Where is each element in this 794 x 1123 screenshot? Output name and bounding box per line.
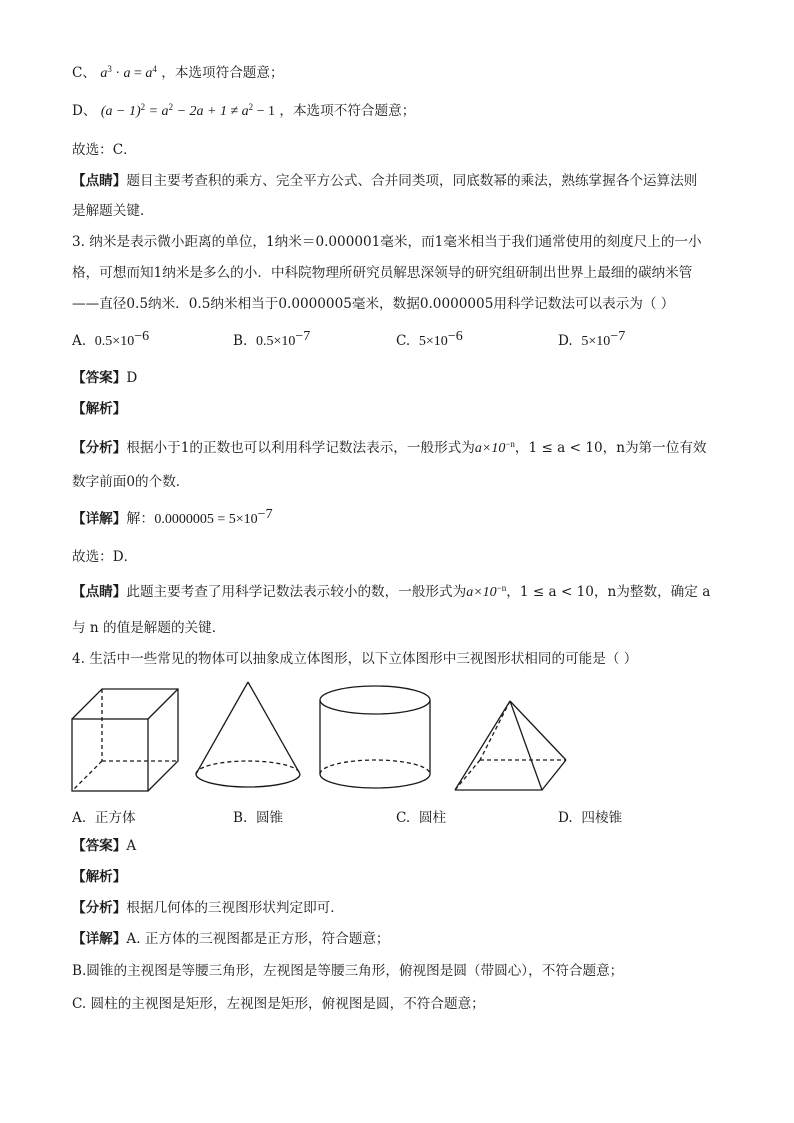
- q2-option-c-line: C、 $a^3 \cdot a = a^4$ ，本选项符合题意；: [72, 64, 284, 81]
- q3-option-b: B. $0.5\times 10^{-7}$: [233, 329, 311, 349]
- pyramid-edge-right: [510, 701, 566, 760]
- q4-detail-b: B.圆锥的主视图是等腰三角形，左视图是等腰三角形，俯视图是圆（带圆心），不符合题意；: [72, 963, 624, 979]
- q3-comment-line-2: 与 n 的值是解题的关键．: [72, 620, 226, 636]
- cone-figure: [192, 680, 304, 792]
- cylinder-base-back: [320, 760, 430, 774]
- pyramid-hidden-base-left: [455, 760, 480, 790]
- cone-right-side: [248, 682, 300, 774]
- q3-option-d: D. $5\times 10^{-7}$: [558, 329, 626, 349]
- q2-option-d-line: D、 $(a - 1)^2 = a^2 - 2a + 1 \ne a^2 - 1$ ，本选项不符合题意；: [72, 102, 416, 119]
- q3-option-c: C. $5\times 10^{-6}$: [396, 329, 463, 349]
- q3-stem-line-2: 格，可想而知1纳米是多么的小．中科院物理所研究员解思深领导的研究组研制出世界上最细的碳纳米管: [72, 265, 693, 281]
- q4-option-b: B. 圆锥: [233, 810, 284, 826]
- q3-analysis-heading: 【解析】: [72, 401, 127, 417]
- q3-fenxi-line-1: 【分析】根据小于1的正数也可以利用科学记数法表示，一般形式为$a\times 10^{-n}$，1 ≤ a < 10，n为第一位有效: [72, 439, 707, 456]
- q3-choose: 故选：D．: [72, 549, 138, 565]
- q2-comment-line-2: 是解题关键．: [72, 203, 154, 219]
- cube-figure: [70, 686, 182, 794]
- q4-option-a: A. 正方体: [72, 810, 136, 826]
- q3-answer: 【答案】D: [72, 370, 138, 386]
- q4-option-c: C. 圆柱: [396, 810, 447, 826]
- q2-option-d-expression: $(a - 1)^2 = a^2 - 2a + 1 \ne a^2 - 1$: [100, 102, 276, 119]
- q3-detail: 【详解】解：$0.0000005 = 5\times 10^{-7}$: [72, 507, 273, 527]
- cube-top-right-edge: [148, 689, 178, 719]
- q2-choose: 故选：C．: [72, 142, 137, 158]
- q3-stem-line-1: 3. 纳米是表示微小距离的单位，1纳米＝0.000001毫米，而1毫米相当于我们通常使用的刻度尺上的一小: [72, 234, 702, 250]
- q3-comment-line-1: 【点睛】此题主要考查了用科学记数法表示较小的数，一般形式为$a\times 10^{-n}$，1 ≤ a < 10，n为整数，确定 a: [72, 583, 711, 600]
- square-pyramid-figure: [452, 698, 570, 794]
- pyramid-base-visible: [455, 760, 566, 790]
- q4-fenxi: 【分析】根据几何体的三视图形状判定即可．: [72, 900, 344, 916]
- q4-detail-c: C. 圆柱的主视图是矩形，左视图是矩形，俯视图是圆，不符合题意；: [72, 996, 485, 1012]
- q4-answer: 【答案】A: [72, 838, 137, 854]
- q4-option-d: D. 四棱锥: [558, 810, 623, 826]
- pyramid-edge-front: [510, 701, 542, 790]
- q2-comment-line-1: 【点睛】题目主要考查积的乘方、完全平方公式、合并同类项，同底数幂的乘法，熟练掌握各个运算法则: [72, 173, 698, 189]
- cylinder-figure: [316, 683, 434, 791]
- q3-fenxi-line-2: 数字前面0的个数．: [72, 474, 190, 490]
- cylinder-top: [320, 686, 430, 714]
- q4-analysis-heading: 【解析】: [72, 869, 127, 885]
- q4-detail-a: 【详解】A. 正方体的三视图都是正方形，符合题意；: [72, 931, 390, 947]
- cone-base-back: [196, 761, 300, 774]
- q4-stem: 4. 生活中一些常见的物体可以抽象成立体图形，以下立体图形中三视图形状相同的可能是（ ）: [72, 651, 638, 667]
- cube-front-face: [72, 719, 148, 791]
- pyramid-edge-left: [455, 701, 510, 790]
- cone-left-side: [196, 682, 248, 774]
- q3-option-a: A. $0.5\times 10^{-6}$: [72, 329, 150, 349]
- cylinder-base-front: [320, 774, 430, 788]
- pyramid-hidden-lateral-edge: [480, 701, 510, 760]
- cone-base-front: [196, 774, 300, 787]
- q3-stem-line-3: ——直径0.5纳米．0.5纳米相当于0.0000005毫米，数据0.0000005用科学记数法可以表示为（ ）: [72, 296, 675, 312]
- q2-option-c-expression: $a^3 \cdot a = a^4$: [100, 64, 157, 81]
